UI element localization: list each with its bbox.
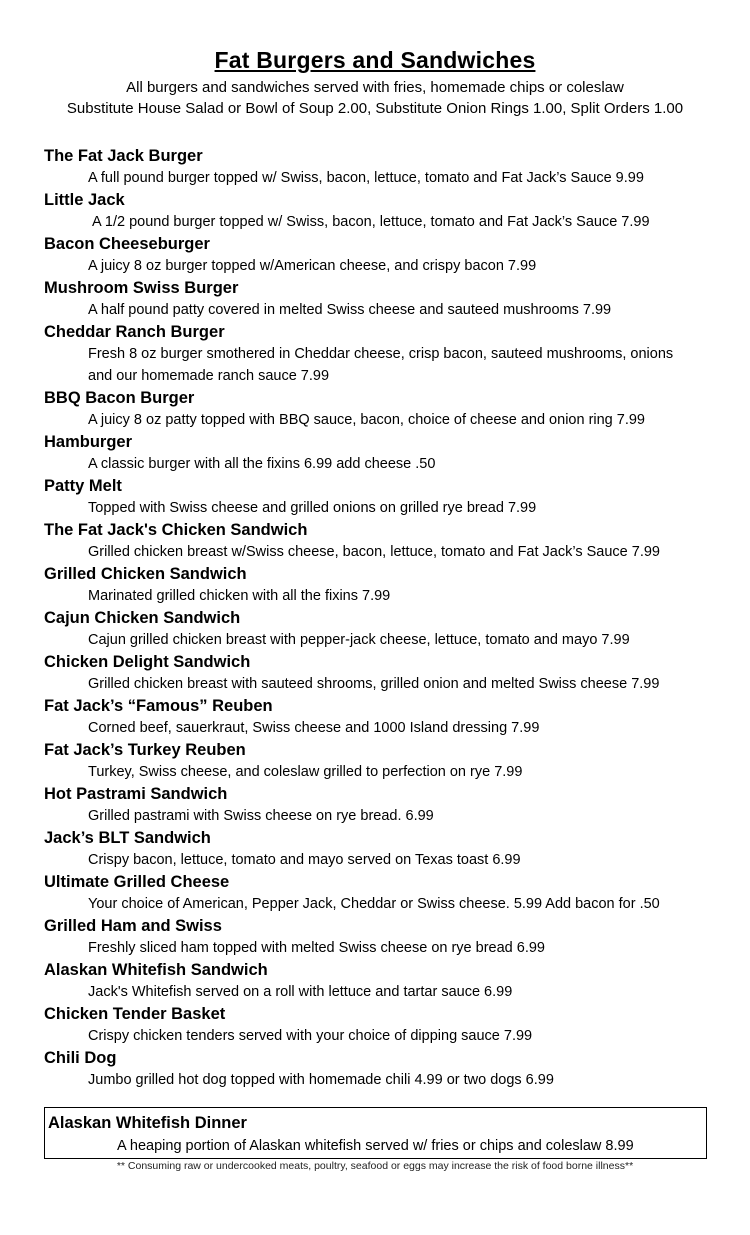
item-description: Grilled chicken breast w/Swiss cheese, bacon, lettuce, tomato and Fat Jack’s Sauce 7.99 bbox=[88, 544, 660, 560]
item-name: Chicken Tender Basket bbox=[44, 1005, 226, 1023]
item-name: BBQ Bacon Burger bbox=[44, 389, 195, 407]
subtitle-substitutions: Substitute House Salad or Bowl of Soup 2.00, Substitute Onion Rings 1.00, Split Orders 1.00 bbox=[66, 100, 684, 117]
menu-item bbox=[44, 1003, 734, 1047]
item-description: Fresh 8 oz burger smothered in Cheddar cheese, crisp bacon, sauteed mushrooms, onions and our homemade ranch sauce 7.99 bbox=[88, 346, 674, 384]
menu-item bbox=[44, 277, 734, 321]
item-name: Fat Jack’s Turkey Reuben bbox=[44, 741, 246, 759]
menu-item bbox=[44, 871, 734, 915]
item-name: Patty Melt bbox=[44, 477, 122, 495]
item-description: Jumbo grilled hot dog topped with homemade chili 4.99 or two dogs 6.99 bbox=[88, 1072, 554, 1088]
item-description: Turkey, Swiss cheese, and coleslaw grilled to perfection on rye 7.99 bbox=[88, 764, 523, 780]
item-description: Cajun grilled chicken breast with pepper-jack cheese, lettuce, tomato and mayo 7.99 bbox=[88, 632, 630, 648]
featured-item-name: Alaskan Whitefish Dinner bbox=[48, 1114, 247, 1132]
menu-item bbox=[44, 563, 734, 607]
menu-item bbox=[44, 739, 734, 783]
item-name: Bacon Cheeseburger bbox=[44, 235, 210, 253]
subtitle-sides: All burgers and sandwiches served with fries, homemade chips or coleslaw bbox=[126, 79, 624, 96]
page-title: Fat Burgers and Sandwiches bbox=[214, 47, 536, 73]
item-name: Cajun Chicken Sandwich bbox=[44, 609, 241, 627]
item-description: A 1/2 pound burger topped w/ Swiss, bacon, lettuce, tomato and Fat Jack’s Sauce 7.99 bbox=[92, 214, 650, 230]
featured-item-box bbox=[44, 1107, 707, 1159]
item-description: Your choice of American, Pepper Jack, Cheddar or Swiss cheese. 5.99 Add bacon for .50 bbox=[88, 896, 660, 912]
item-name: Hot Pastrami Sandwich bbox=[44, 785, 228, 803]
item-name: Cheddar Ranch Burger bbox=[44, 323, 225, 341]
food-safety-disclaimer: ** Consuming raw or undercooked meats, poultry, seafood or eggs may increase the risk of food borne illness** bbox=[116, 1160, 634, 1172]
item-description: A full pound burger topped w/ Swiss, bacon, lettuce, tomato and Fat Jack’s Sauce 9.99 bbox=[88, 170, 644, 186]
menu-item bbox=[44, 233, 734, 277]
item-name: Ultimate Grilled Cheese bbox=[44, 873, 230, 891]
item-name: Mushroom Swiss Burger bbox=[44, 279, 239, 297]
item-name: The Fat Jack Burger bbox=[44, 147, 203, 165]
item-description: Crispy chicken tenders served with your choice of dipping sauce 7.99 bbox=[88, 1028, 533, 1044]
featured-item-description: A heaping portion of Alaskan whitefish served w/ fries or chips and coleslaw 8.99 bbox=[117, 1138, 634, 1154]
item-description: Marinated grilled chicken with all the fixins 7.99 bbox=[88, 588, 391, 604]
item-description: A juicy 8 oz patty topped with BBQ sauce, bacon, choice of cheese and onion ring 7.99 bbox=[88, 412, 645, 428]
menu-item bbox=[44, 607, 734, 651]
menu-item bbox=[44, 695, 734, 739]
item-description: Freshly sliced ham topped with melted Swiss cheese on rye bread 6.99 bbox=[88, 940, 545, 956]
item-description: Grilled chicken breast with sauteed shrooms, grilled onion and melted Swiss cheese 7.99 bbox=[88, 676, 660, 692]
menu-item bbox=[44, 387, 734, 431]
menu-item bbox=[44, 651, 734, 695]
item-description: Corned beef, sauerkraut, Swiss cheese and 1000 Island dressing 7.99 bbox=[88, 720, 540, 736]
item-name: The Fat Jack's Chicken Sandwich bbox=[44, 521, 308, 539]
item-name: Chicken Delight Sandwich bbox=[44, 653, 251, 671]
item-name: Hamburger bbox=[44, 433, 133, 451]
menu-item bbox=[44, 1047, 734, 1091]
item-description: Topped with Swiss cheese and grilled onions on grilled rye bread 7.99 bbox=[88, 500, 537, 516]
menu-item bbox=[44, 519, 734, 563]
menu-item bbox=[44, 189, 734, 233]
item-name: Grilled Ham and Swiss bbox=[44, 917, 222, 935]
menu-item bbox=[44, 431, 734, 475]
item-name: Little Jack bbox=[44, 191, 125, 209]
item-name: Alaskan Whitefish Sandwich bbox=[44, 961, 268, 979]
item-description: A juicy 8 oz burger topped w/American cheese, and crispy bacon 7.99 bbox=[88, 258, 537, 274]
item-description: Crispy bacon, lettuce, tomato and mayo served on Texas toast 6.99 bbox=[88, 852, 521, 868]
menu-item bbox=[44, 827, 734, 871]
item-name: Grilled Chicken Sandwich bbox=[44, 565, 247, 583]
menu-list bbox=[44, 145, 734, 1091]
menu-item bbox=[44, 321, 734, 387]
menu-item bbox=[44, 915, 734, 959]
item-description: A classic burger with all the fixins 6.99 add cheese .50 bbox=[88, 456, 436, 472]
menu-item bbox=[44, 783, 734, 827]
menu-item bbox=[44, 475, 734, 519]
item-name: Jack’s BLT Sandwich bbox=[44, 829, 211, 847]
item-name: Fat Jack’s “Famous” Reuben bbox=[44, 697, 273, 715]
item-description: Jack's Whitefish served on a roll with lettuce and tartar sauce 6.99 bbox=[88, 984, 513, 1000]
menu-item bbox=[44, 145, 734, 189]
item-description: Grilled pastrami with Swiss cheese on rye bread. 6.99 bbox=[88, 808, 434, 824]
menu-item bbox=[44, 959, 734, 1003]
item-name: Chili Dog bbox=[44, 1049, 117, 1067]
item-description: A half pound patty covered in melted Swiss cheese and sauteed mushrooms 7.99 bbox=[88, 302, 612, 318]
